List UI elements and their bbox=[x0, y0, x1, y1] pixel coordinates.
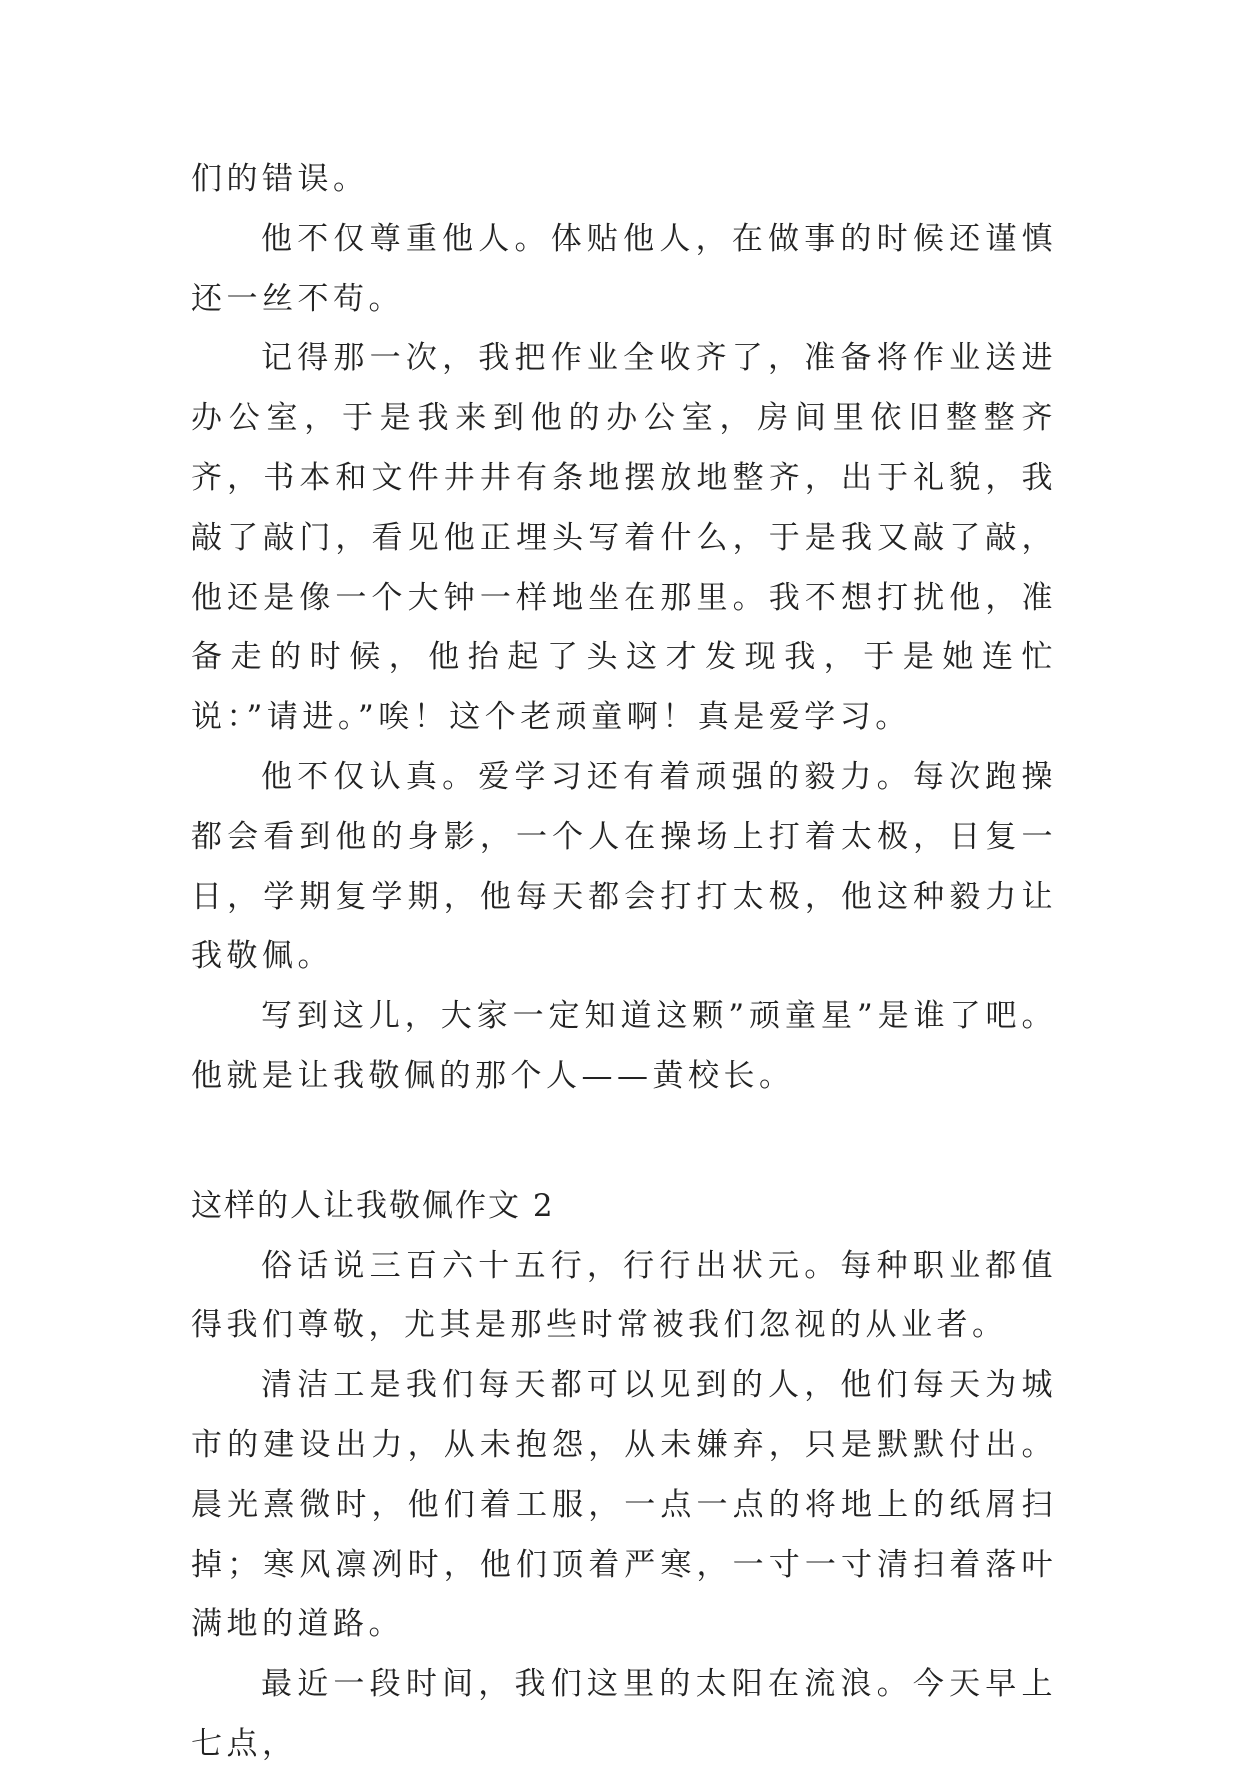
document-body bbox=[191, 150, 1057, 1775]
paragraph: 他不仅尊重他人。体贴他人，在做事的时候还谨慎还一丝不苟。 bbox=[191, 220, 1057, 317]
paragraph-continuation: 们的错误。 bbox=[191, 161, 369, 197]
paragraph: 写到这儿，大家一定知道这颗”顽童星”是谁了吧。他就是让我敬佩的那个人——黄校长。 bbox=[191, 998, 1057, 1094]
paragraph: 清洁工是我们每天都可以见到的人，他们每天为城市的建设出力，从未抱怨，从未嫌弃，只是默默付出。晨光熹微时，他们着工服，一点一点的将地上的纸屑扫掉；寒风凛冽时，他们顶着严寒，一寸一寸清扫着落叶满地的道路。 bbox=[191, 1367, 1057, 1643]
paragraph: 最近一段时间，我们这里的太阳在流浪。今天早上七点， bbox=[191, 1666, 1057, 1762]
paragraph: 他不仅认真。爱学习还有着顽强的毅力。每次跑操都会看到他的身影，一个人在操场上打着太极，日复一日，学期复学期，他每天都会打打太极，他这种毅力让我敬佩。 bbox=[191, 758, 1057, 975]
section-spacer bbox=[191, 1107, 1057, 1177]
paragraph: 俗话说三百六十五行，行行出状元。每种职业都值得我们尊敬，尤其是那些时常被我们忽视的从业者。 bbox=[191, 1247, 1057, 1344]
paragraph: 记得那一次，我把作业全收齐了，准备将作业送进办公室，于是我来到他的办公室，房间里依旧整整齐齐，书本和文件井井有条地摆放地整齐，出于礼貌，我敲了敲门，看见他正埋头写着什么，于是我又敲了敲，他还是像一个大钟一样地坐在那里。我不想打扰他，准备走的时候，他抬起了头这才发现我，于是她连忙说：”请进。”唉！这个老顽童啊！真是爱学习。 bbox=[191, 340, 1057, 736]
essay-title: 这样的人让我敬佩作文 2 bbox=[191, 1187, 555, 1224]
